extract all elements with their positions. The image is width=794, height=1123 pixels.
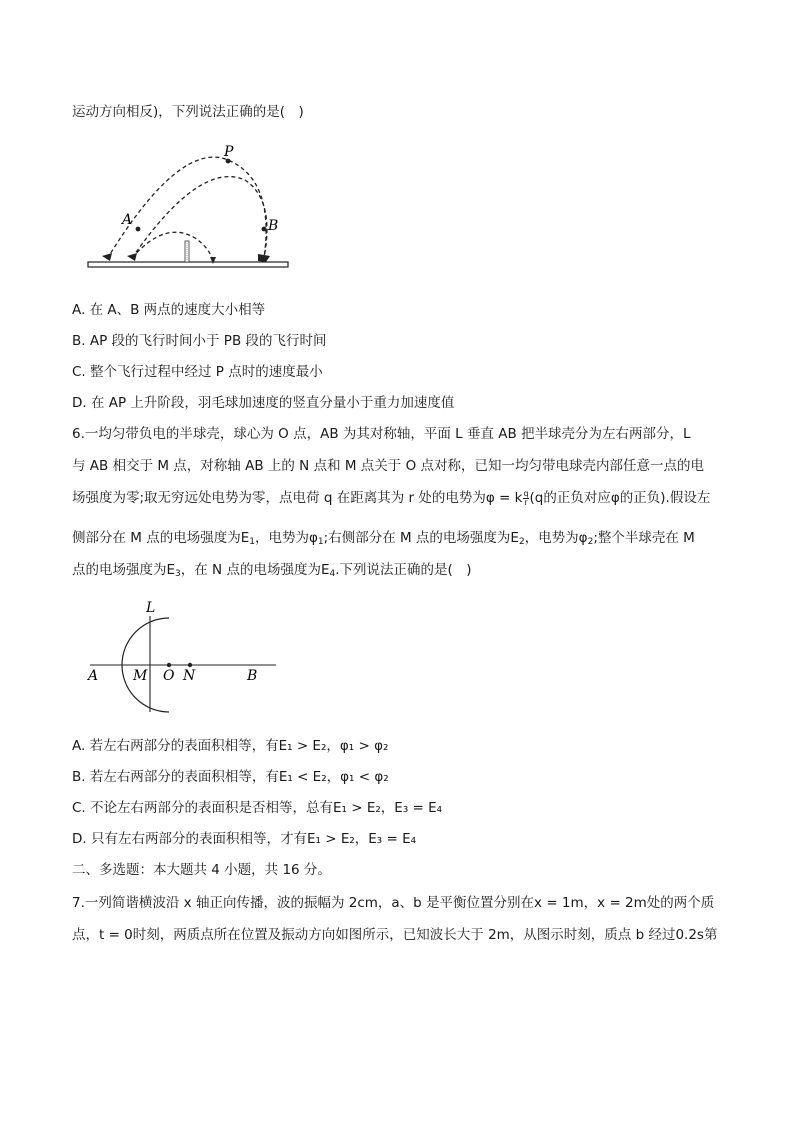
q5-option-d: D. 在 AP 上升阶段，羽毛球加速度的竖直分量小于重力加速度值 [72,395,455,411]
q5-intro-tail: 运动方向相反)，下列说法正确的是( ) [72,104,304,120]
point-o [167,663,171,667]
label-p: P [224,144,234,160]
q6-line-1: 6.一均匀带负电的半球壳，球心为 O 点，AB 为其对称轴，平面 L 垂直 AB 把半球壳分为左右两部分，L [72,426,691,442]
label-n: N [183,668,196,684]
point-a [136,227,141,232]
label-a: A [88,668,99,684]
shuttlecock-left-1 [102,253,112,261]
q5-option-a: A. 在 A、B 两点的速度大小相等 [72,302,266,318]
shuttlecock-right [258,254,270,262]
q6-option-c: C. 不论左右两部分的表面积是否相等，总有E₁ > E₂，E₃ = E₄ [72,800,443,816]
section-2-header: 二、多选题：本大题共 4 小题，共 16 分。 [72,862,331,878]
q5-option-c: C. 整个飞行过程中经过 P 点时的速度最小 [72,364,323,380]
hemisphere-shell-figure [86,598,286,718]
q6-line-5: 点的电场强度为$E_3$，在 N 点的电场强度为$E_4$.下列说法正确的是( ) [72,562,472,579]
shuttlecock-left-2 [127,253,137,261]
ground-bar [88,262,288,267]
label-m: M [133,668,148,684]
q6-line-4: 侧部分在 M 点的电场强度为$E_1$，电势为$\varphi_1$;右侧部分在 M 点的电场强度为$E_2$，电势为$\varphi_2$;整个半球壳在 M [72,530,695,547]
label-b: B [247,668,258,684]
label-o: O [163,668,175,684]
q7-line-1: 7.一列简谐横波沿 x 轴正向传播，波的振幅为 2cm，a、b 是平衡位置分别在x = 1m，x = 2m处的两个质 [72,895,715,911]
label-l: L [146,600,156,616]
label-b: B [268,218,279,234]
q6-option-d: D. 只有左右两部分的表面积相等，才有E₁ > E₂，E₃ = E₄ [72,831,417,847]
q7-line-2: 点，t = 0时刻，两质点所在位置及振动方向如图所示，已知波长大于 2m，从图示时刻，质点 b 经过0.2s第 [72,927,718,943]
q6-option-a: A. 若左右两部分的表面积相等，有E₁ > E₂，φ₁ > φ₂ [72,738,389,754]
q5-option-b: B. AP 段的飞行时间小于 PB 段的飞行时间 [72,333,327,349]
point-n [188,663,192,667]
point-b [262,227,267,232]
q6-option-b: B. 若左右两部分的表面积相等，有E₁ < E₂，φ₁ < φ₂ [72,769,389,785]
q6-line-3: 场强度为零;取无穷远处电势为零，点电荷 q 在距离其为 r 处的电势为φ = k $\frac{q}{r}$ (q的正负对应φ的正负).假设左 [72,488,711,507]
trajectory-3 [132,232,213,262]
trajectory-2 [132,177,267,258]
badminton-trajectory-figure [80,140,300,270]
fraction-q-over-r: $\frac{q}{r}$ [523,488,529,507]
label-a: A [122,212,133,228]
q6-line-2: 与 AB 相交于 M 点，对称轴 AB 上的 N 点和 M 点关于 O 点对称，已知一均匀带电球壳内部任意一点的电 [72,458,705,474]
